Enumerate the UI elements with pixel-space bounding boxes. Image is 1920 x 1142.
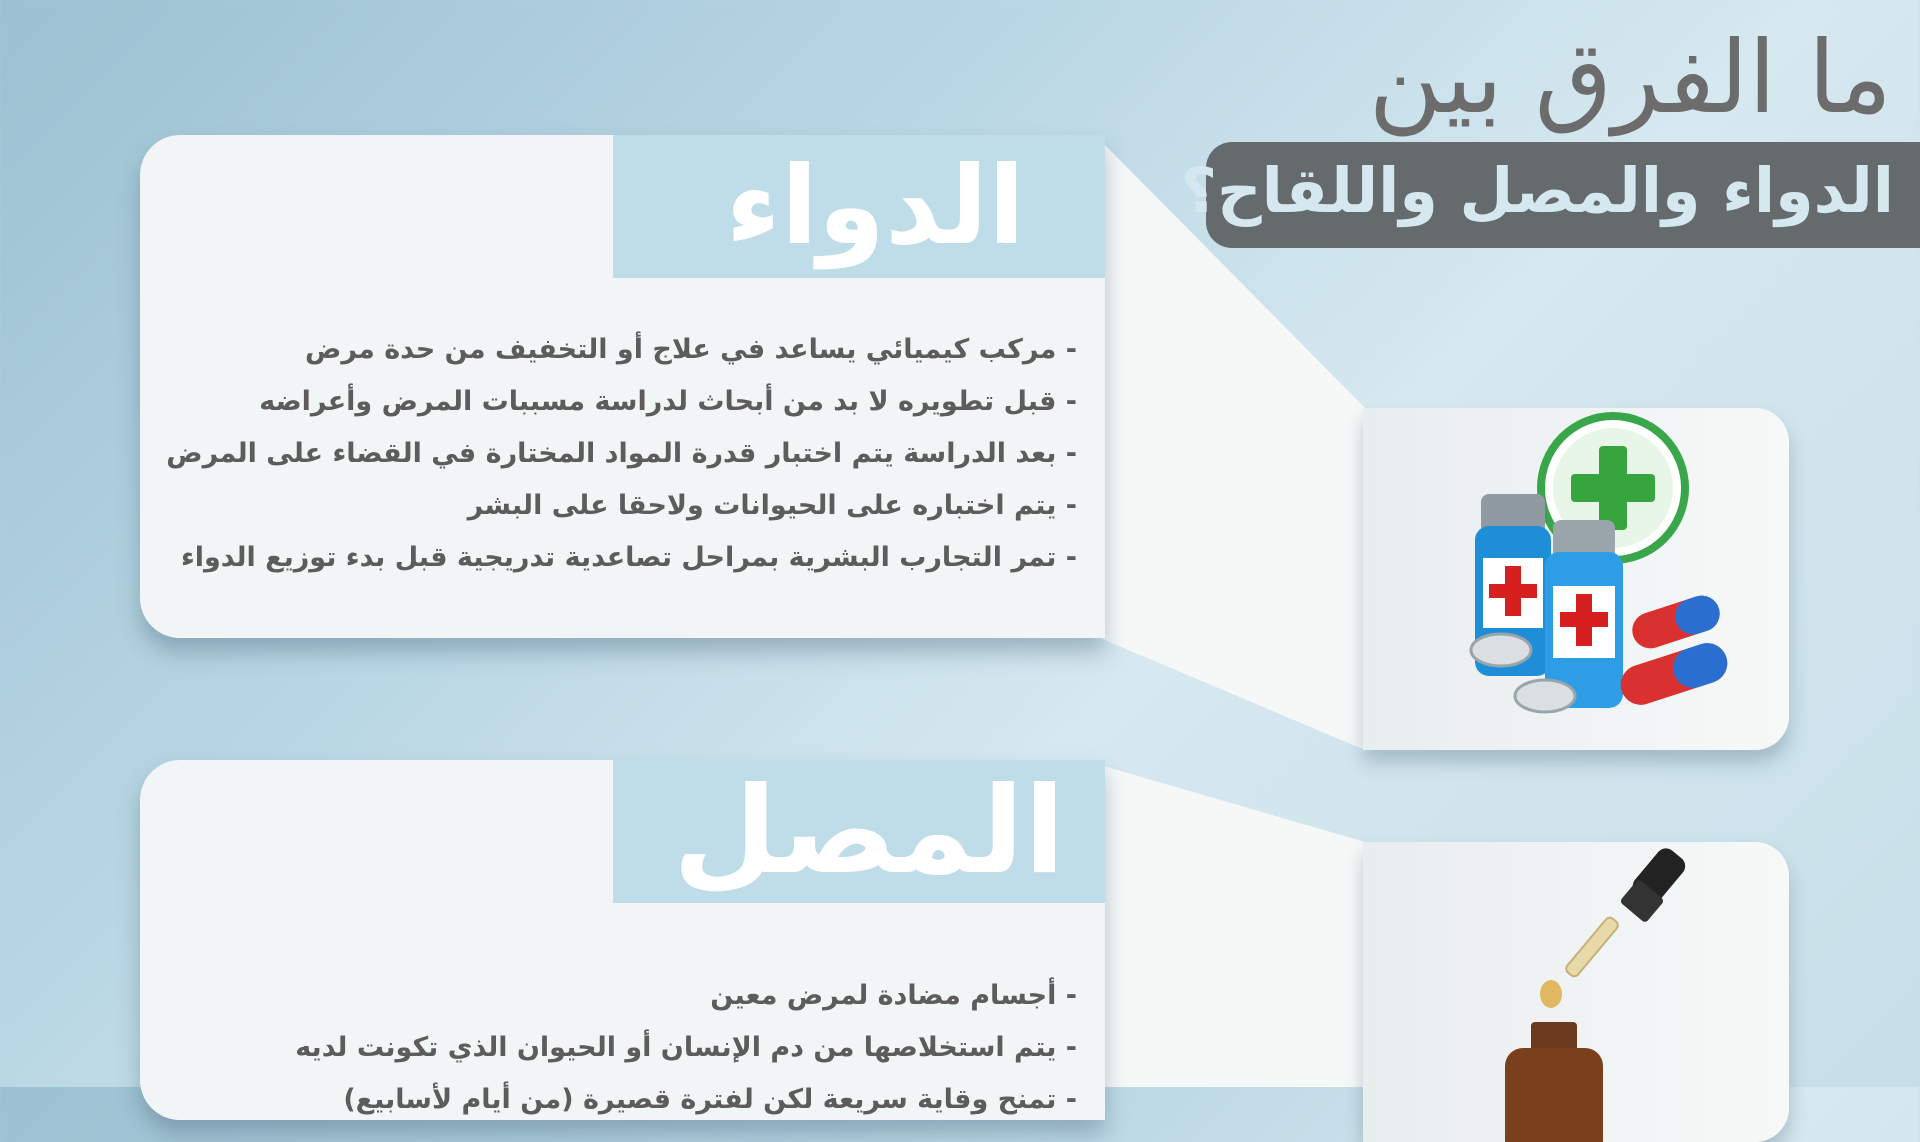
list-item: - تمر التجارب البشرية بمراحل تصاعدية تدريجية قبل بدء توزيع الدواء <box>180 542 1077 573</box>
connector-1 <box>1100 140 1365 750</box>
card-heading: المصل <box>613 760 1105 903</box>
card-medicine <box>140 135 1105 638</box>
list-item: - بعد الدراسة يتم اختبار قدرة المواد المختارة في القضاء على المرض <box>166 438 1077 469</box>
list-item: - أجسام مضادة لمرض معين <box>710 980 1077 1011</box>
card-heading: الدواء <box>613 135 1105 278</box>
list-item: - يتم استخلاصها من دم الإنسان أو الحيوان الذي تكونت لديه <box>295 1032 1077 1063</box>
bullet-list <box>295 970 1077 1126</box>
dropper-bottle-icon <box>1363 842 1789 1142</box>
card-serum <box>140 760 1105 1120</box>
title-line-2: الدواء والمصل واللقاح؟ <box>1181 154 1894 227</box>
icon-panel-medicine <box>1363 408 1789 750</box>
list-item: - قبل تطويره لا بد من أبحاث لدراسة مسببات المرض وأعراضه <box>259 386 1077 417</box>
icon-panel-serum <box>1363 842 1789 1142</box>
list-item: - يتم اختباره على الحيوانات ولاحقا على البشر <box>467 490 1077 521</box>
list-item: - تمنح وقاية سريعة لكن لفترة قصيرة (من أيام لأسابيع) <box>343 1084 1077 1115</box>
medicine-vials-pills-icon <box>1363 408 1789 750</box>
title-line-1: ما الفرق بين <box>1368 19 1892 136</box>
connector-2 <box>1100 765 1365 1087</box>
bullet-list <box>166 324 1077 584</box>
list-item: - مركب كيميائي يساعد في علاج أو التخفيف من حدة مرض <box>305 334 1077 365</box>
